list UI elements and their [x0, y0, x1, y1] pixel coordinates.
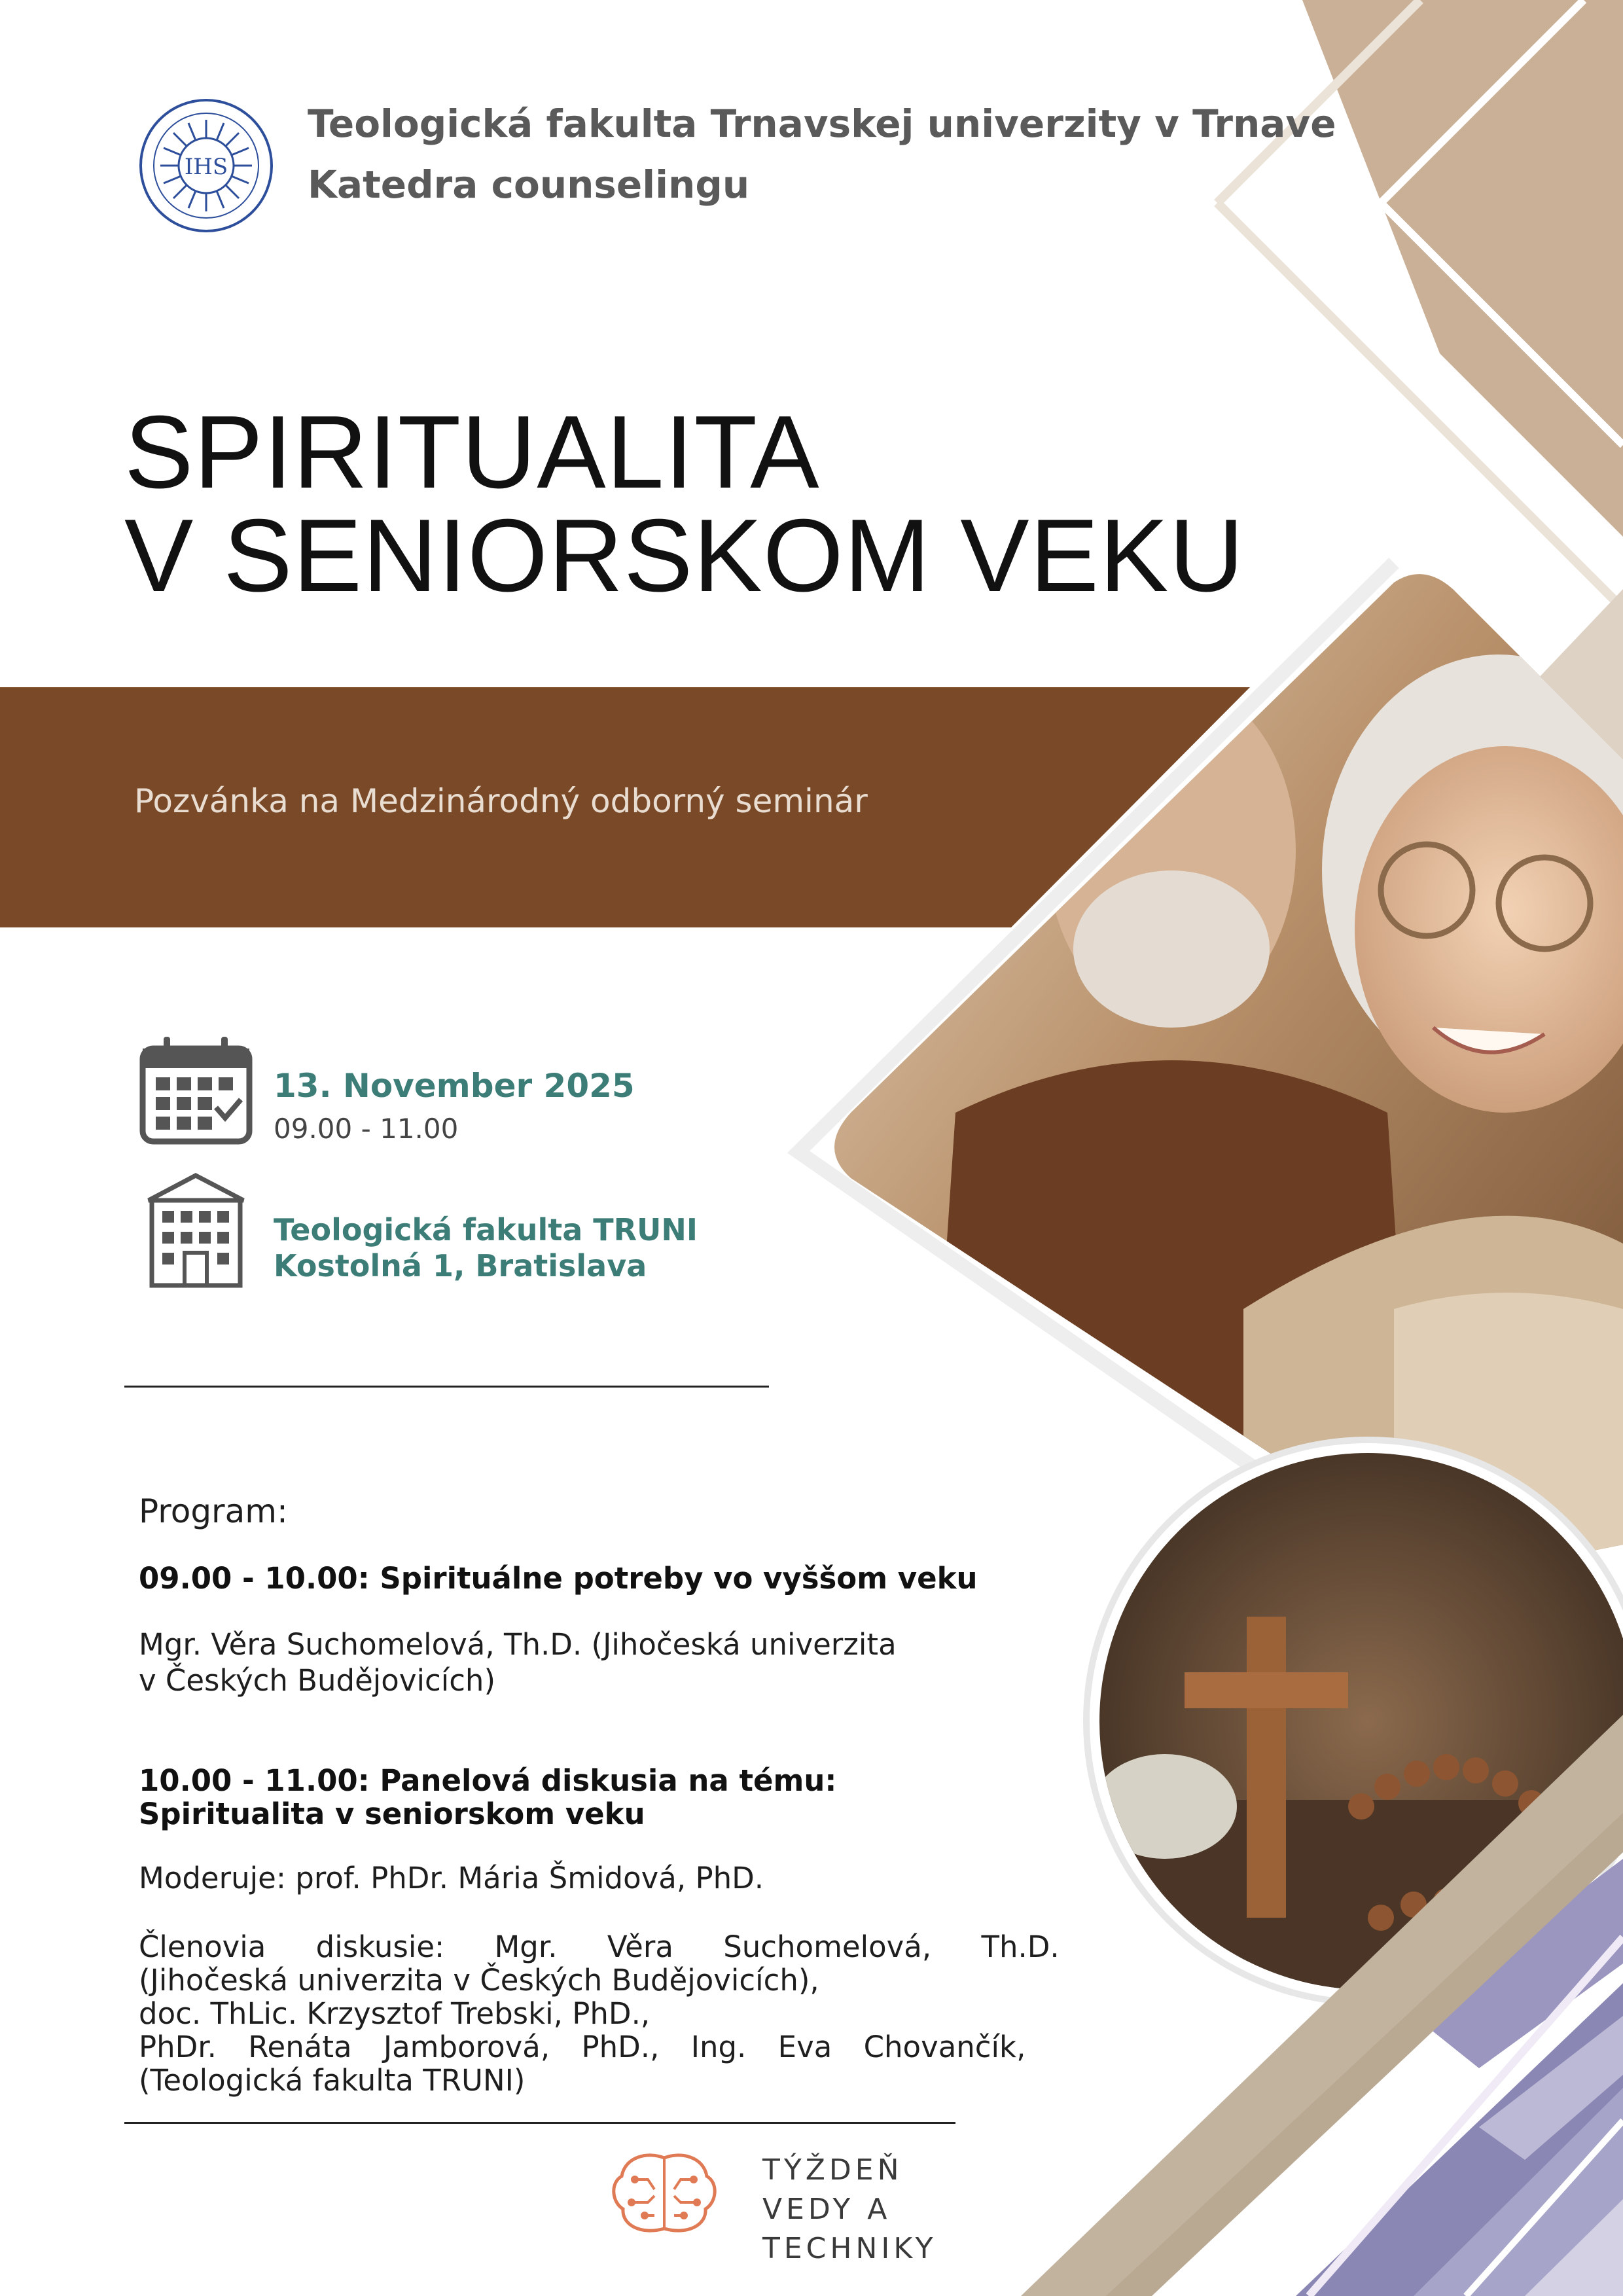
- footer-logo-line3: TECHNIKY: [762, 2232, 937, 2265]
- footer-logo-line1: TÝŽDEŇ: [762, 2153, 903, 2187]
- session2-title-line2: Spiritualita v seniorskom veku: [139, 1797, 645, 1831]
- session2-members-line3: doc. ThLic. Krzysztof Trebski, PhD.,: [139, 1996, 651, 2031]
- event-date: 13. November 2025: [274, 1067, 635, 1105]
- divider-bottom: [124, 2122, 955, 2124]
- divider-top: [124, 1386, 769, 1388]
- session2-members-line5: (Teologická fakulta TRUNI): [139, 2063, 526, 2098]
- main-title-line1: SPIRITUALITA: [124, 395, 820, 510]
- building-icon: [145, 1172, 247, 1289]
- session1-speaker-line1: Mgr. Věra Suchomelová, Th.D. (Jihočeská univerzita: [139, 1627, 897, 1662]
- invitation-text: Pozvánka na Medzinárodný odborný seminár: [134, 782, 868, 820]
- session2-members-line4: [139, 2030, 1026, 2064]
- members-line1-text: Členovia diskusie: Mgr. Věra Suchomelová, Th.D.: [139, 1929, 1060, 1964]
- session2-members-line2: (Jihočeská univerzita v Českých Budějovicích),: [139, 1963, 819, 1998]
- venue-name: Teologická fakulta TRUNI: [274, 1212, 698, 1247]
- event-time: 09.00 - 11.00: [274, 1113, 459, 1145]
- brain-circuit-icon: [609, 2150, 720, 2242]
- session2-title-line1: 10.00 - 11.00: Panelová diskusia na tému:: [139, 1763, 837, 1798]
- members-line4-text: PhDr. Renáta Jamborová, PhD., Ing. Eva Chovančík,: [139, 2030, 1026, 2064]
- footer-logo-line2: VEDY A: [762, 2193, 891, 2226]
- program-heading: Program:: [139, 1492, 288, 1530]
- session2-moderator: Moderuje: prof. PhDr. Mária Šmidová, PhD.: [139, 1861, 764, 1895]
- faculty-name: Teologická fakulta Trnavskej univerzity v Trnave: [308, 101, 1336, 146]
- department-name: Katedra counselingu: [308, 162, 750, 207]
- session2-members-line1: [139, 1929, 1060, 1964]
- venue-address: Kostolná 1, Bratislava: [274, 1248, 647, 1283]
- calendar-icon: [139, 1034, 253, 1145]
- session1-speaker-line2: v Českých Budějovicích): [139, 1663, 496, 1698]
- svg-text:IHS: IHS: [184, 154, 228, 180]
- university-seal-icon: [137, 97, 275, 234]
- main-title-line2: V SENIORSKOM VEKU: [124, 498, 1245, 613]
- session1-title: 09.00 - 10.00: Spirituálne potreby vo vyššom veku: [139, 1561, 978, 1596]
- tan-shape-top: [1302, 0, 1623, 537]
